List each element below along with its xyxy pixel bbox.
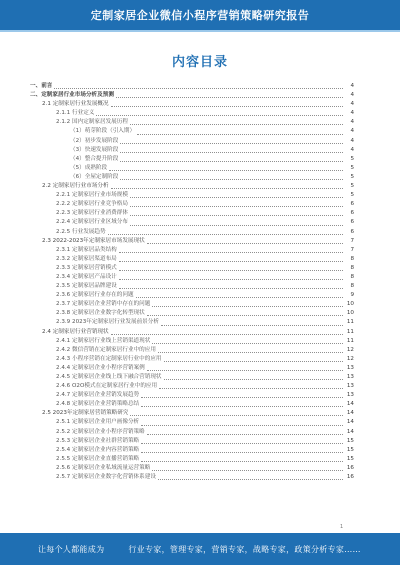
toc-entry-page: 5 [350,183,354,190]
toc-entry[interactable] [30,82,354,91]
toc-leader-dots [119,252,343,253]
toc-entry-title: 2.3.4 定制家居产品设计 [56,273,117,280]
toc-entry-title: 2.3.3 定制家居营销模式 [56,264,117,271]
toc-leader-dots [120,179,343,180]
toc-entry-page: 6 [350,219,354,226]
toc-leader-dots [108,234,343,235]
toc-entry-page: 4 [350,146,354,153]
toc-leader-dots [120,152,343,153]
toc-leader-dots [130,124,343,125]
toc-entry-title: 2.4.4 定制家居企业小程序营销案例 [56,364,145,371]
toc-leader-dots [111,188,343,189]
toc-entry-page: 7 [350,246,354,253]
toc-leader-dots [147,370,343,371]
toc-entry-page: 4 [350,92,354,99]
toc-entry-page: 11 [346,319,354,326]
toc-entry-title: 2.5.5 定制家居企业直播营销策略 [56,455,140,462]
toc-entry-title: 2.4.3 小程序营销在定制家居行业中的应用 [56,355,162,362]
toc-leader-dots [120,143,343,144]
toc-entry[interactable] [30,355,354,364]
toc-entry[interactable] [30,246,354,255]
toc-leader-dots [152,306,343,307]
toc-entry-title: 2.5.7 定制家居企业数字化营销体系建设 [56,474,156,481]
toc-entry[interactable] [30,428,354,437]
toc-entry[interactable] [30,309,354,318]
toc-entry-page: 10 [346,310,354,317]
toc-entry[interactable] [30,173,354,182]
report-title: 定制家居企业微信小程序营销策略研究报告 [90,9,310,22]
toc-leader-dots [109,170,343,171]
toc-leader-dots [111,106,343,107]
toc-entry-title: （3）快速发展阶段 [70,146,119,153]
toc-entry-page: 4 [350,110,354,117]
footer-slogan: 让每个人都能成为 [38,544,105,554]
toc-entry[interactable] [30,91,354,100]
toc-entry-title: 2.3.2 定制家居渠道布局 [56,255,117,262]
toc-entry-page: 11 [346,328,354,335]
toc-leader-dots [116,97,343,98]
toc-entry-title: 2.4.1 定制家居行业线上营销渠道现状 [56,337,151,344]
toc-entry[interactable] [30,455,354,464]
toc-entry[interactable] [30,382,354,391]
toc-entry-title: 2.5.2 定制家居企业小程序营销策略 [56,428,145,435]
toc-entry[interactable] [30,282,354,291]
report-header [0,0,400,30]
toc-leader-dots [120,161,343,162]
toc-entry-page: 7 [350,237,354,244]
toc-entry-page: 5 [350,173,354,180]
toc-entry-page: 5 [350,155,354,162]
toc-entry-page: 5 [350,192,354,199]
toc-leader-dots [136,297,343,298]
toc-entry-title: 2.4.7 定制家居企业营销发展趋势 [56,392,140,399]
toc-entry[interactable] [30,364,354,373]
toc-leader-dots [119,270,343,271]
toc-entry-title: 二、定制家居行业市场分析及预测 [30,92,114,99]
toc-entry[interactable] [30,146,354,155]
toc-leader-dots [141,443,343,444]
toc-entry-page: 13 [346,383,354,390]
header-divider [0,30,400,32]
toc-entry[interactable] [30,391,354,400]
toc-leader-dots [130,206,343,207]
toc-entry-title: 2.5.6 定制家居企业私域流量运营策略 [56,464,151,471]
toc-entry[interactable] [30,182,354,191]
toc-entry-title: 2.4.2 微信营销在定制家居行业中的应用 [56,346,156,353]
toc-entry-page: 13 [346,392,354,399]
toc-entry-page: 15 [346,446,354,453]
toc-entry-title: 2.5.4 定制家居企业内容营销策略 [56,446,140,453]
toc-leader-dots [147,434,343,435]
toc-entry-page: 15 [346,437,354,444]
toc-leader-dots [147,243,343,244]
toc-entry-title: 2.4 定制家居行业营销现状 [42,328,109,335]
toc-entry-page: 8 [350,273,354,280]
toc-entry-title: （6）全屋定制阶段 [70,173,119,180]
toc-entry-title: 2.4.6 O2O模式在定制家居行业中的应用 [56,383,158,390]
toc-leader-dots [164,379,343,380]
toc-entry-page: 8 [350,264,354,271]
toc-leader-dots [141,397,343,398]
toc-entry-page: 13 [346,374,354,380]
toc-entry-title: 2.2.3 定制家居行业消费群体 [56,210,128,217]
page-number: 1 [340,524,344,530]
toc-leader-dots [141,461,343,462]
toc-leader-dots [164,361,343,362]
toc-entry-page: 16 [346,464,354,471]
toc-leader-dots [130,415,343,416]
toc-entry[interactable] [30,400,354,409]
toc-entry[interactable] [30,273,354,282]
toc-entry-title: 2.1.1 行业定义 [56,110,95,117]
toc-entry-title: 2.3 2022-2023年定制家居市场发展现状 [42,237,145,244]
toc-entry-title: 2.3.1 定制家居品类结构 [56,246,117,253]
toc-entry-page: 14 [346,401,354,408]
table-of-contents [30,82,354,482]
toc-entry-title: （1）萌芽阶段（引入期） [70,128,136,135]
toc-entry-title: （2）初步发展阶段 [70,137,119,144]
toc-entry-page: 8 [350,255,354,262]
toc-entry-page: 12 [346,346,354,353]
toc-entry-title: 2.5.1 定制家居企业用户画像分析 [56,419,140,426]
toc-entry-page: 13 [346,364,354,371]
toc-entry-page: 6 [350,210,354,217]
toc-entry-title: 2.3.5 定制家居品牌建设 [56,283,117,290]
toc-entry[interactable] [30,127,354,136]
toc-entry-page: 8 [350,283,354,290]
toc-entry-page: 16 [346,474,354,481]
toc-entry-page: 6 [350,228,354,235]
toc-entry-page: 11 [346,337,354,344]
toc-entry-page: 4 [350,128,354,135]
toc-entry[interactable] [30,209,354,218]
toc-entry-title: 2.3.7 定制家居企业营销中存在的问题 [56,301,151,308]
toc-entry-title: 2.3.8 定制家居企业数字化转型现状 [56,310,145,317]
toc-entry-title: 2.4.8 定制家居企业营销策略总结 [56,401,140,408]
toc-leader-dots [137,134,343,135]
toc-entry[interactable] [30,200,354,209]
toc-entry[interactable] [30,109,354,118]
toc-entry-page: 9 [350,292,354,299]
toc-entry-page: 4 [350,119,354,126]
toc-entry[interactable] [30,318,354,327]
toc-leader-dots [119,279,343,280]
toc-entry[interactable] [30,346,354,355]
toc-entry-page: 12 [346,355,354,362]
toc-entry-page: 4 [350,101,354,108]
toc-leader-dots [141,425,343,426]
toc-entry-title: 2.2.5 行业发展趋势 [56,228,106,235]
toc-entry[interactable] [30,155,354,164]
toc-entry-title: 2.5.3 定制家居企业社群营销策略 [56,437,140,444]
toc-entry-title: 一、前言 [30,83,53,89]
toc-entry-page: 5 [350,164,354,171]
toc-entry[interactable] [30,191,354,200]
toc-entry[interactable] [30,237,354,246]
toc-entry[interactable] [30,418,354,427]
toc-entry[interactable] [30,264,354,273]
toc-entry[interactable] [30,464,354,473]
toc-entry[interactable] [30,228,354,237]
toc-leader-dots [130,215,343,216]
toc-leader-dots [119,261,343,262]
footer-tagline: 行业专家，管理专家，营销专家，战略专家，政策分析专家…… [128,544,361,554]
toc-leader-dots [161,325,343,326]
toc-entry-title: 2.1 定制家居行业发展概况 [42,101,109,108]
toc-entry[interactable] [30,446,354,455]
toc-entry[interactable] [30,337,354,346]
toc-leader-dots [141,406,343,407]
toc-entry[interactable] [30,218,354,227]
toc-leader-dots [158,479,343,480]
toc-entry-page: 15 [346,455,354,462]
toc-leader-dots [152,470,343,471]
toc-entry-page: 14 [346,428,354,435]
toc-entry[interactable] [30,291,354,300]
toc-entry-title: 2.5 2023年定制家居营销策略研究 [42,410,129,417]
toc-entry-page: 4 [350,83,354,89]
toc-entry-title: 2.2 定制家居行业市场分析 [42,183,109,190]
toc-entry-title: 2.2.4 定制家居行业区域分布 [56,219,128,226]
toc-entry[interactable] [30,328,354,337]
toc-leader-dots [130,197,343,198]
toc-leader-dots [141,452,343,453]
toc-entry[interactable] [30,409,354,418]
toc-leader-dots [111,334,343,335]
toc-entry-title: 2.3.6 定制家居行业存在的问题 [56,292,134,299]
toc-leader-dots [158,352,343,353]
toc-entry-title: 2.1.2 国内定制家居发展历程 [56,119,128,126]
toc-entry-title: 2.3.9 2023年定制家居行业发展前景分析 [56,319,159,326]
toc-entry-page: 4 [350,137,354,144]
toc-entry-page: 14 [346,419,354,426]
toc-entry[interactable] [30,137,354,146]
toc-leader-dots [130,225,343,226]
toc-entry-title: （5）成熟阶段 [70,164,108,171]
toc-leader-dots [159,388,343,389]
toc-entry-title: 2.2.2 定制家居行业竞争格局 [56,201,128,208]
toc-leader-dots [152,343,343,344]
toc-entry[interactable] [30,118,354,127]
toc-title: 内容目录 [171,55,228,70]
toc-leader-dots [54,88,343,89]
toc-entry[interactable] [30,164,354,173]
toc-entry[interactable] [30,100,354,109]
toc-entry[interactable] [30,473,354,482]
toc-leader-dots [96,115,343,116]
toc-entry-page: 14 [346,410,354,417]
toc-entry-page: 6 [350,201,354,208]
toc-leader-dots [147,315,343,316]
toc-entry[interactable] [30,300,354,309]
toc-entry-page: 10 [346,301,354,308]
toc-leader-dots [119,288,343,289]
toc-entry-title: 2.4.5 定制家居企业线上线下融合营销现状 [56,374,162,380]
toc-entry-title: 2.2.1 定制家居行业市场规模 [56,192,128,199]
toc-entry[interactable] [30,437,354,446]
toc-entry[interactable] [30,255,354,264]
toc-entry-title: （4）整合提升阶段 [70,155,119,162]
report-footer [0,533,400,565]
toc-entry[interactable] [30,373,354,382]
